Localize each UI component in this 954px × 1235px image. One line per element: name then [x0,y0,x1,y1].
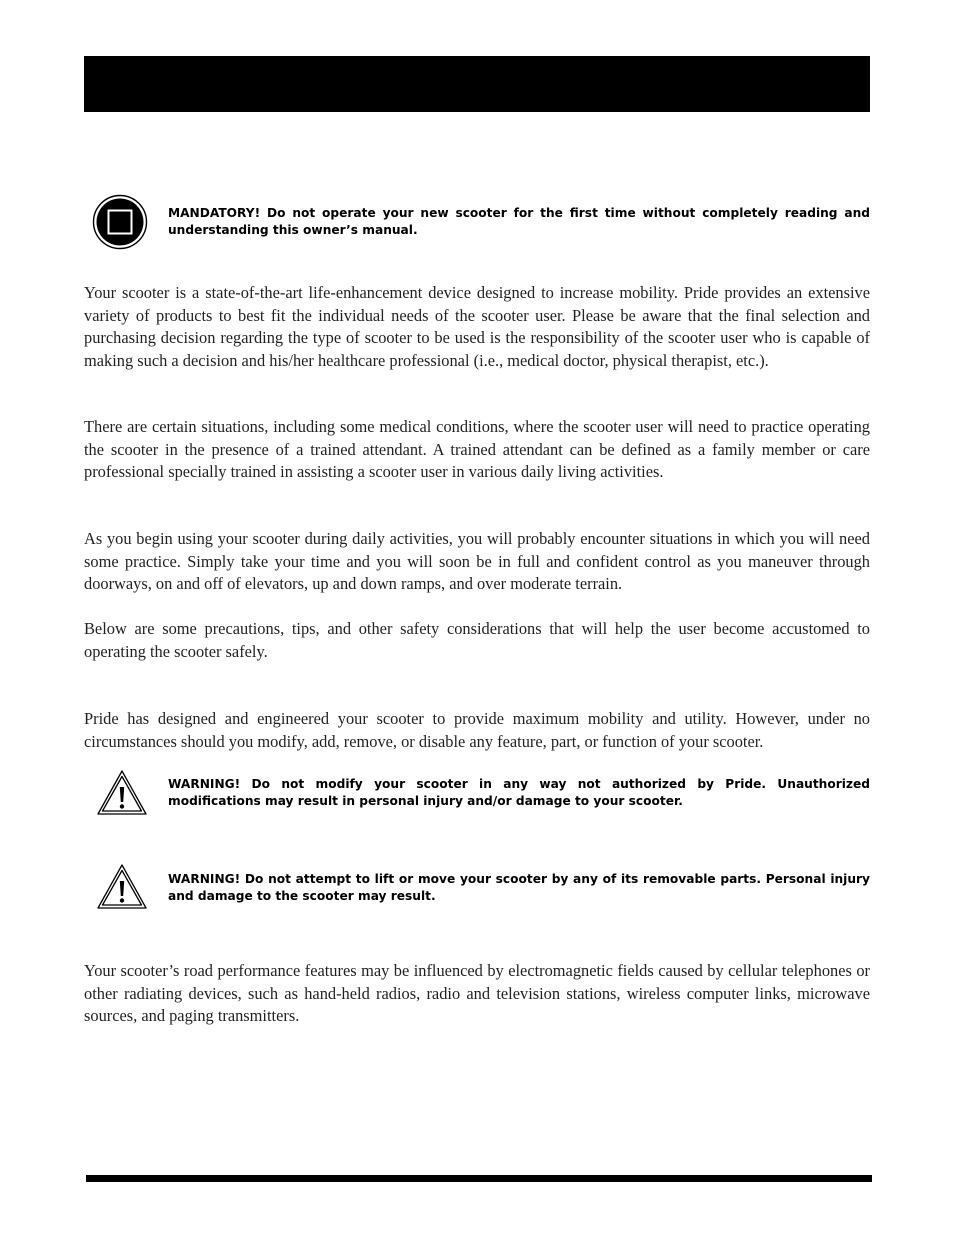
warning-icon [96,769,148,817]
practice-paragraph: As you begin using your scooter during daily activities, you will probably encounter situations in which you will need some practice. Simply take your time and you will soon be in full and confident control as you maneuver through doorways, on and off of elevators, up and down ramps, and over moderate terrain. [84,529,870,593]
footer-rule [86,1175,872,1182]
intro-paragraph: Your scooter is a state-of-the-art life-enhancement device designed to increase mobility. Pride provides an extensive variety of products to best fit the individual needs of the scooter user. Please be aware that the final selection and purchasing decision regarding the type of scooter to be used is the responsibility of the scooter user who is capable of making such a decision and his/her healthcare professional (i.e., medical doctor, physical therapist, etc.). [84,283,870,370]
attendant-paragraph: There are certain situations, including some medical conditions, where the scooter user will need to practice operating the scooter in the presence of a trained attendant. A trained attendant can be defined as a family member or care professional specially trained in assisting a scooter user in various daily living activities. [84,417,870,481]
mandatory-notice: MANDATORY! Do not operate your new scooter for the first time without completely reading and understanding this owner’s manual. [168,206,870,237]
warning-icon [96,863,148,911]
mandatory-icon [92,194,148,250]
precautions-paragraph: Below are some precautions, tips, and other safety considerations that will help the user become accustomed to operating the scooter safely. [84,619,870,661]
warning-modify-notice: WARNING! Do not modify your scooter in any way not authorized by Pride. Unauthorized modifications may result in personal injury and/or damage to your scooter. [168,777,870,808]
header-bar [84,56,870,112]
emi-paragraph: Your scooter’s road performance features may be influenced by electromagnetic fields caused by cellular telephones or other radiating devices, such as hand-held radios, radio and television stations, wireless computer links, microwave sources, and paging transmitters. [84,961,870,1025]
modifications-paragraph: Pride has designed and engineered your scooter to provide maximum mobility and utility. However, under no circumstances should you modify, add, remove, or disable any feature, part, or function of your scooter. [84,709,870,751]
warning-lift-notice: WARNING! Do not attempt to lift or move your scooter by any of its removable parts. Personal injury and damage to the scooter may result. [168,872,870,903]
